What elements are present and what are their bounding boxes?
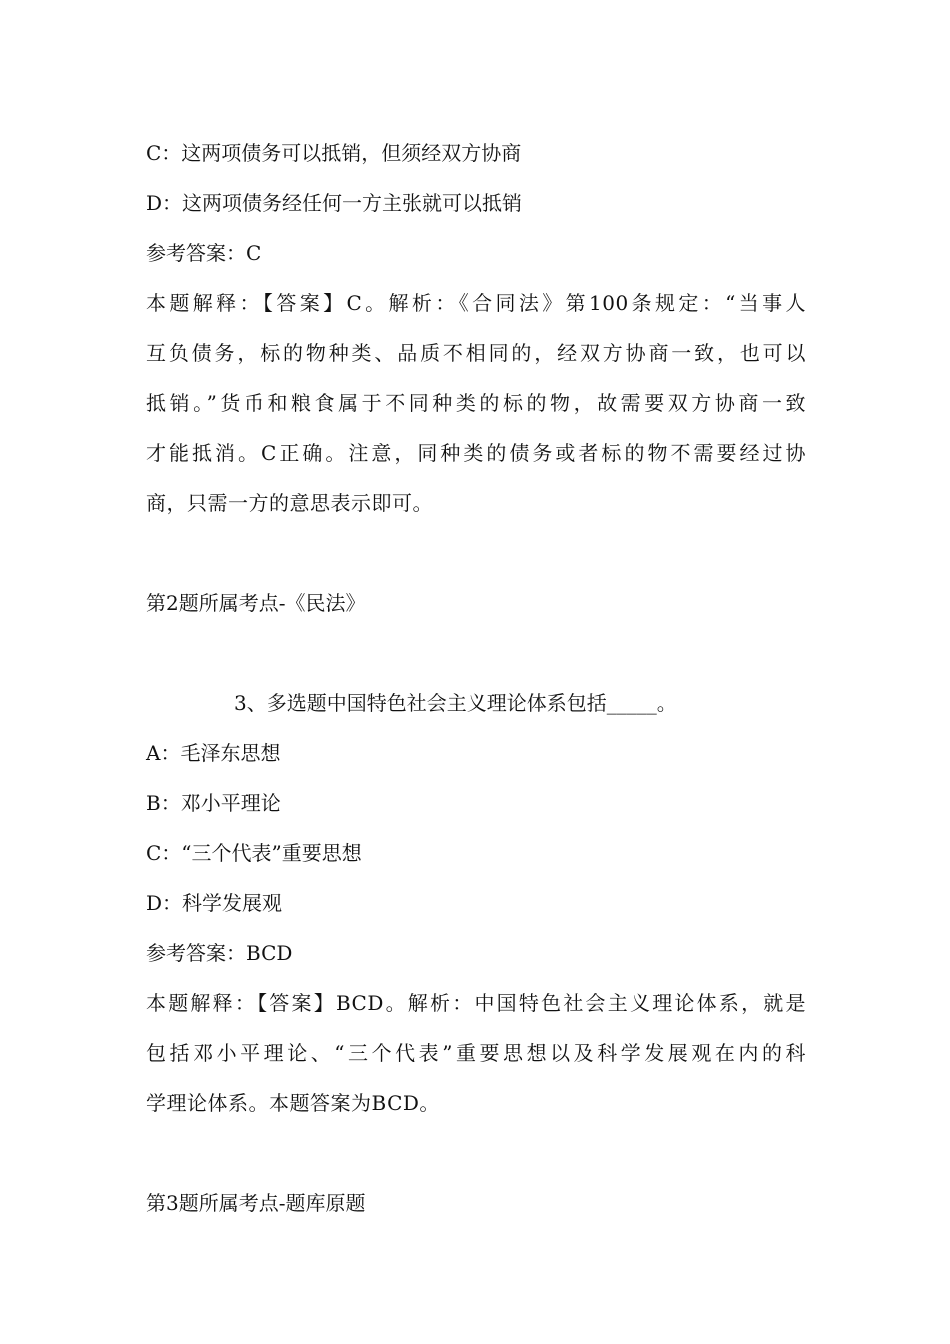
q2-explanation xyxy=(146,278,806,528)
q3-option-d: D：科学发展观 xyxy=(146,891,283,915)
q3-explanation-line: 包括邓小平理论、“三个代表”重要思想以及科学发展观在内的科 xyxy=(146,1041,806,1065)
q2-explanation-line: 商，只需一方的意思表示即可。 xyxy=(146,491,433,515)
q3-explanation-line: 学理论体系。本题答案为BCD。 xyxy=(146,1091,440,1115)
q3-option-c: C：“三个代表”重要思想 xyxy=(146,841,362,865)
q3-answer: 参考答案：BCD xyxy=(146,941,293,965)
q3-question: 3、多选题中国特色社会主义理论体系包括_____。 xyxy=(234,691,677,715)
q2-explanation-line: 才能抵消。C正确。注意，同种类的债务或者标的物不需要经过协 xyxy=(146,441,806,465)
q3-explanation xyxy=(146,978,806,1128)
q2-point: 第2题所属考点-《民法》 xyxy=(146,591,366,615)
spacer xyxy=(146,1128,806,1178)
q2-explanation-line: 本题解释：【答案】C。解析：《合同法》第100条规定：“当事人 xyxy=(146,291,806,315)
q2-explanation-line: 互负债务，标的物种类、品质不相同的，经双方协商一致，也可以 xyxy=(146,341,806,365)
q3-point: 第3题所属考点-题库原题 xyxy=(146,1191,366,1215)
q2-option-c: C：这两项债务可以抵销，但须经双方协商 xyxy=(146,141,522,165)
q2-option-d: D：这两项债务经任何一方主张就可以抵销 xyxy=(146,191,523,215)
q2-answer: 参考答案：C xyxy=(146,241,262,265)
spacer xyxy=(146,528,806,578)
q3-explanation-line: 本题解释：【答案】BCD。解析：中国特色社会主义理论体系，就是 xyxy=(146,991,806,1015)
q2-explanation-line: 抵销。”货币和粮食属于不同种类的标的物，故需要双方协商一致 xyxy=(146,391,806,415)
document-content xyxy=(146,128,806,1228)
spacer xyxy=(146,628,806,678)
q3-option-b: B：邓小平理论 xyxy=(146,791,281,815)
q3-option-a: A：毛泽东思想 xyxy=(146,741,281,765)
